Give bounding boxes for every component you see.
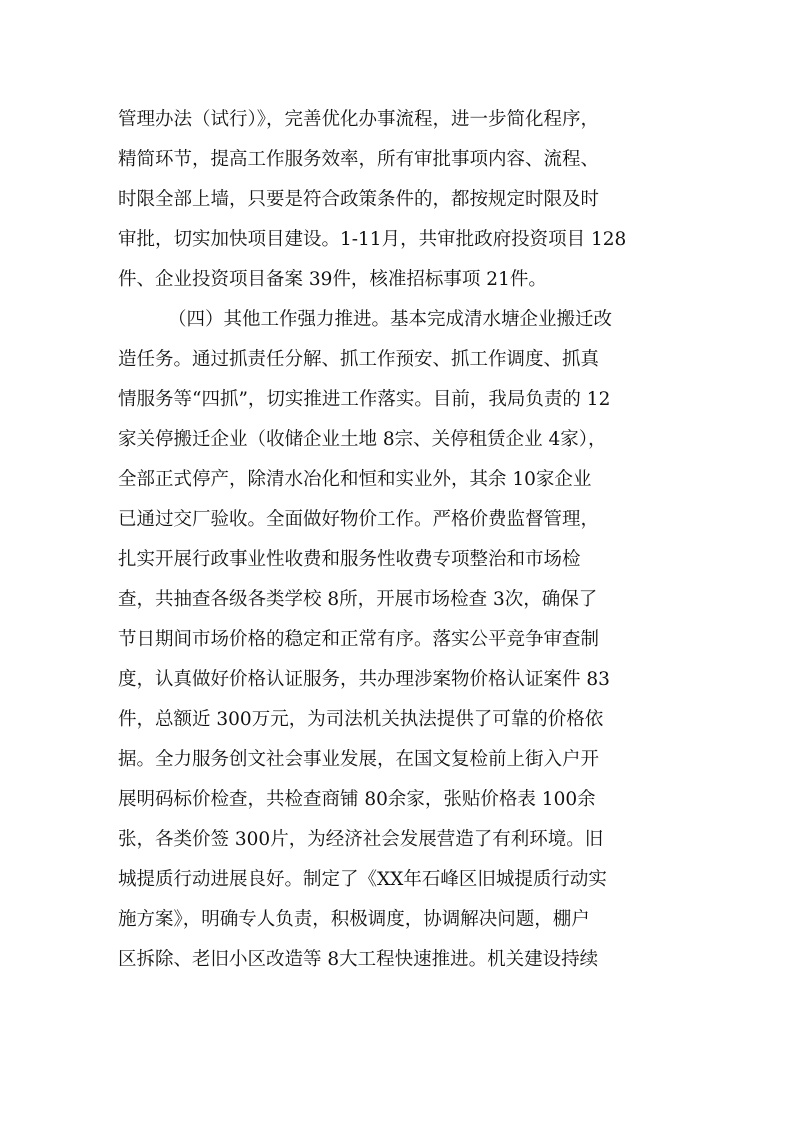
body-text xyxy=(118,100,678,980)
text-line: 审批，切实加快项目建设。1-11月，共审批政府投资项目 128 xyxy=(118,229,627,250)
text-line: 件、企业投资项目备案 39件，核准招标事项 21件。 xyxy=(118,269,547,290)
text-line: 全部正式停产，除清水冶化和恒和实业外，其余 10家企业 xyxy=(118,469,592,490)
text-line: 施方案》，明确专人负责，积极调度，协调解决问题，棚户 xyxy=(118,909,590,930)
text-line: 查，共抽查各级各类学校 8所，开展市场检查 3次，确保了 xyxy=(118,589,598,610)
text-line: 度，认真做好价格认证服务，共办理涉案物价格认证案件 83 xyxy=(118,669,610,690)
section-heading-line: （四）其他工作强力推进。基本完成清水塘企业搬迁改 xyxy=(168,309,613,330)
text-line: 时限全部上墙，只要是符合政策条件的，都按规定时限及时 xyxy=(118,189,600,210)
text-line: 城提质行动进展良好。制定了《XX年石峰区旧城提质行动实 xyxy=(118,869,607,890)
text-line: 已通过交厂验收。全面做好物价工作。严格价费监督管理， xyxy=(118,509,600,530)
text-line: 张，各类价签 300片，为经济社会发展营造了有利环境。旧 xyxy=(118,829,604,850)
text-line: 精简环节，提高工作服务效率，所有审批事项内容、流程、 xyxy=(118,149,600,170)
text-line: 扎实开展行政事业性收费和服务性收费专项整治和市场检 xyxy=(118,549,581,570)
text-line: 据。全力服务创文社会事业发展，在国文复检前上街入户开 xyxy=(118,749,600,770)
text-line: 家关停搬迁企业（收储企业土地 8宗、关停租赁企业 4家）， xyxy=(118,429,607,450)
text-line: 区拆除、老旧小区改造等 8大工程快速推进。机关建设持续 xyxy=(118,949,599,970)
text-line: 节日期间市场价格的稳定和正常有序。落实公平竞争审查制 xyxy=(118,629,600,650)
text-line: 展明码标价检查，共检查商铺 80余家，张贴价格表 100余 xyxy=(118,789,596,810)
text-line: 管理办法（试行）》，完善优化办事流程，进一步简化程序， xyxy=(118,109,600,130)
text-line: 造任务。通过抓责任分解、抓工作预安、抓工作调度、抓真 xyxy=(118,349,600,370)
text-line: 情服务等“四抓”，切实推进工作落实。目前，我局负责的 12 xyxy=(118,389,611,410)
text-line: 件，总额近 300万元，为司法机关执法提供了可靠的价格依 xyxy=(118,709,604,730)
